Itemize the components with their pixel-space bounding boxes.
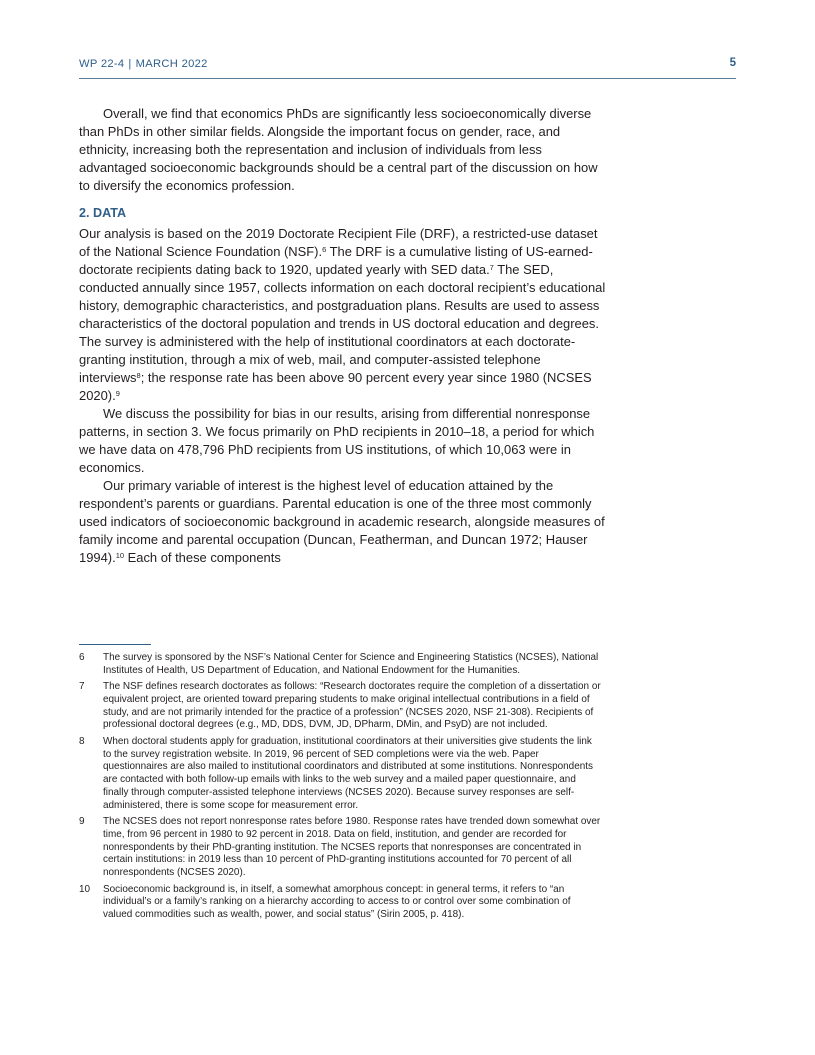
series-label: WP 22-4	[79, 58, 125, 70]
footnote-ref-9[interactable]: 9	[115, 389, 120, 398]
footnote-number: 9	[79, 816, 85, 828]
footnote-ref-6[interactable]: 6	[322, 245, 327, 254]
p1-text-a: Our analysis is based on the 2019 Doctorate Recipient File (DRF), a restricted-use dataset of the National Science Foundation (NSF).	[79, 226, 598, 259]
running-head	[79, 58, 208, 70]
footnote	[79, 736, 601, 813]
page-number: 5	[729, 57, 736, 69]
header-separator: |	[128, 58, 132, 70]
footnote-number: 8	[79, 735, 85, 747]
date-label: MARCH 2022	[135, 58, 208, 70]
footnote-text: When doctoral students apply for graduation, institutional coordinators at their universities give students the link to the survey registration website. In 2019, 96 percent of SED completions were via the web. Paper questionnaires are also mailed to institutional coordinators and distributed at some institutions. Nonrespondents are contacted with both follow-up emails with links to the web survey and a mailed paper questionnaire, and finally through computer-assisted telephone interviews (NCSES 2020). Because survey responses are self-administered, there is some scope for measurement error.	[103, 735, 593, 811]
section-heading: 2. DATA	[79, 206, 127, 220]
footnote-text: The NSF defines research doctorates as follows: “Research doctorates require the completion of a dissertation or equivalent project, are oriented toward preparing students to make original intellectual contributions in a field of study, and are not primarily intended for the practice of a profession” (NCSES 2020, NSF 21-308). Recipients of professional doctoral degrees (e.g., MD, DDS, DVM, JD, DPharm, DMin, and PsyD) are not included.	[103, 681, 601, 731]
data-paragraph-3	[79, 477, 609, 567]
footnote-number: 6	[79, 652, 85, 663]
p1-text-c: The SED, conducted annually since 1957, collects information on each doctoral recipient’s educational history, demographic characteristics, and postgraduation plans. Results are used to assess characteristics of the doctoral population and trends in US doctoral education and degrees. The survey is administered with the help of institutional coordinators at each doctorate-granting institution, through a mix of web, mail, and computer-assisted telephone interviews	[79, 262, 606, 385]
footnote	[79, 681, 601, 732]
data-paragraph-2: We discuss the possibility for bias in our results, arising from differential nonresponse patterns, in section 3. We focus primarily on PhD recipients in 2010–18, a period for which we have data on 478,796 PhD recipients from US institutions, of which 10,063 were in economics.	[79, 406, 595, 475]
footnote-divider	[79, 644, 151, 645]
page-header	[79, 56, 736, 79]
footnote-ref-7[interactable]: 7	[489, 263, 494, 272]
footnote	[79, 816, 601, 880]
main-text	[79, 105, 609, 567]
intro-paragraph: Overall, we find that economics PhDs are significantly less socioeconomically diverse than PhDs in other similar fields. Alongside the important focus on gender, race, and ethnicity, increasing both the representation and inclusion of individuals from less advantaged socioeconomic backgrounds should be a central part of the discussion on how to diversify the economics profession.	[79, 106, 598, 193]
data-paragraph-1	[79, 225, 609, 405]
footnote	[79, 884, 601, 922]
footnote-text: Socioeconomic background is, in itself, a somewhat amorphous concept: in general terms, it refers to “an individual’s or a family’s ranking on a hierarchy according to access to or control over some combination of valued commodities such as wealth, power, and social status” (Sirin 2005, p. 418).	[103, 883, 571, 921]
p1-text-d: ; the response rate has been above 90 percent every year since 1980 (NCSES 2020).	[79, 370, 592, 403]
footnote-text: The NCSES does not report nonresponse rates before 1980. Response rates have trended down somewhat over time, from 96 percent in 1980 to 92 percent in 2018. Data on field, institution, and gender are recorded for nonrespondents by their PhD-granting institution. The NCSES reports that nonresponses are concentrated in certain institutions: in 2019 less than 10 percent of PhD-granting institutions accounted for 70 percent of all nonrespondents (NCSES 2020).	[103, 816, 601, 879]
footnote-ref-8[interactable]: 8	[136, 371, 141, 380]
footnote-ref-10[interactable]: 10	[115, 551, 125, 560]
footnote	[79, 652, 601, 678]
footnote-number: 10	[79, 883, 91, 895]
p3-text-b: Each of these components	[124, 550, 281, 565]
footnotes	[79, 652, 601, 925]
footnote-text: The survey is sponsored by the NSF’s National Center for Science and Engineering Statistics (NCSES), National Institutes of Health, US Department of Education, and National Endowment for the Humanities.	[103, 652, 599, 676]
p1-text-b: The DRF is a cumulative listing of US-earned-doctorate recipients dating back to 1920, updated yearly with SED data.	[79, 244, 593, 277]
footnote-number: 7	[79, 681, 85, 693]
p3-text-a: Our primary variable of interest is the highest level of education attained by the respondent’s parents or guardians. Parental education is one of the three most commonly used indicators of socioeconomic background in academic research, alongside measures of family income and parental occupation (Duncan, Featherman, and Duncan 1972; Hauser 1994).	[79, 478, 605, 565]
